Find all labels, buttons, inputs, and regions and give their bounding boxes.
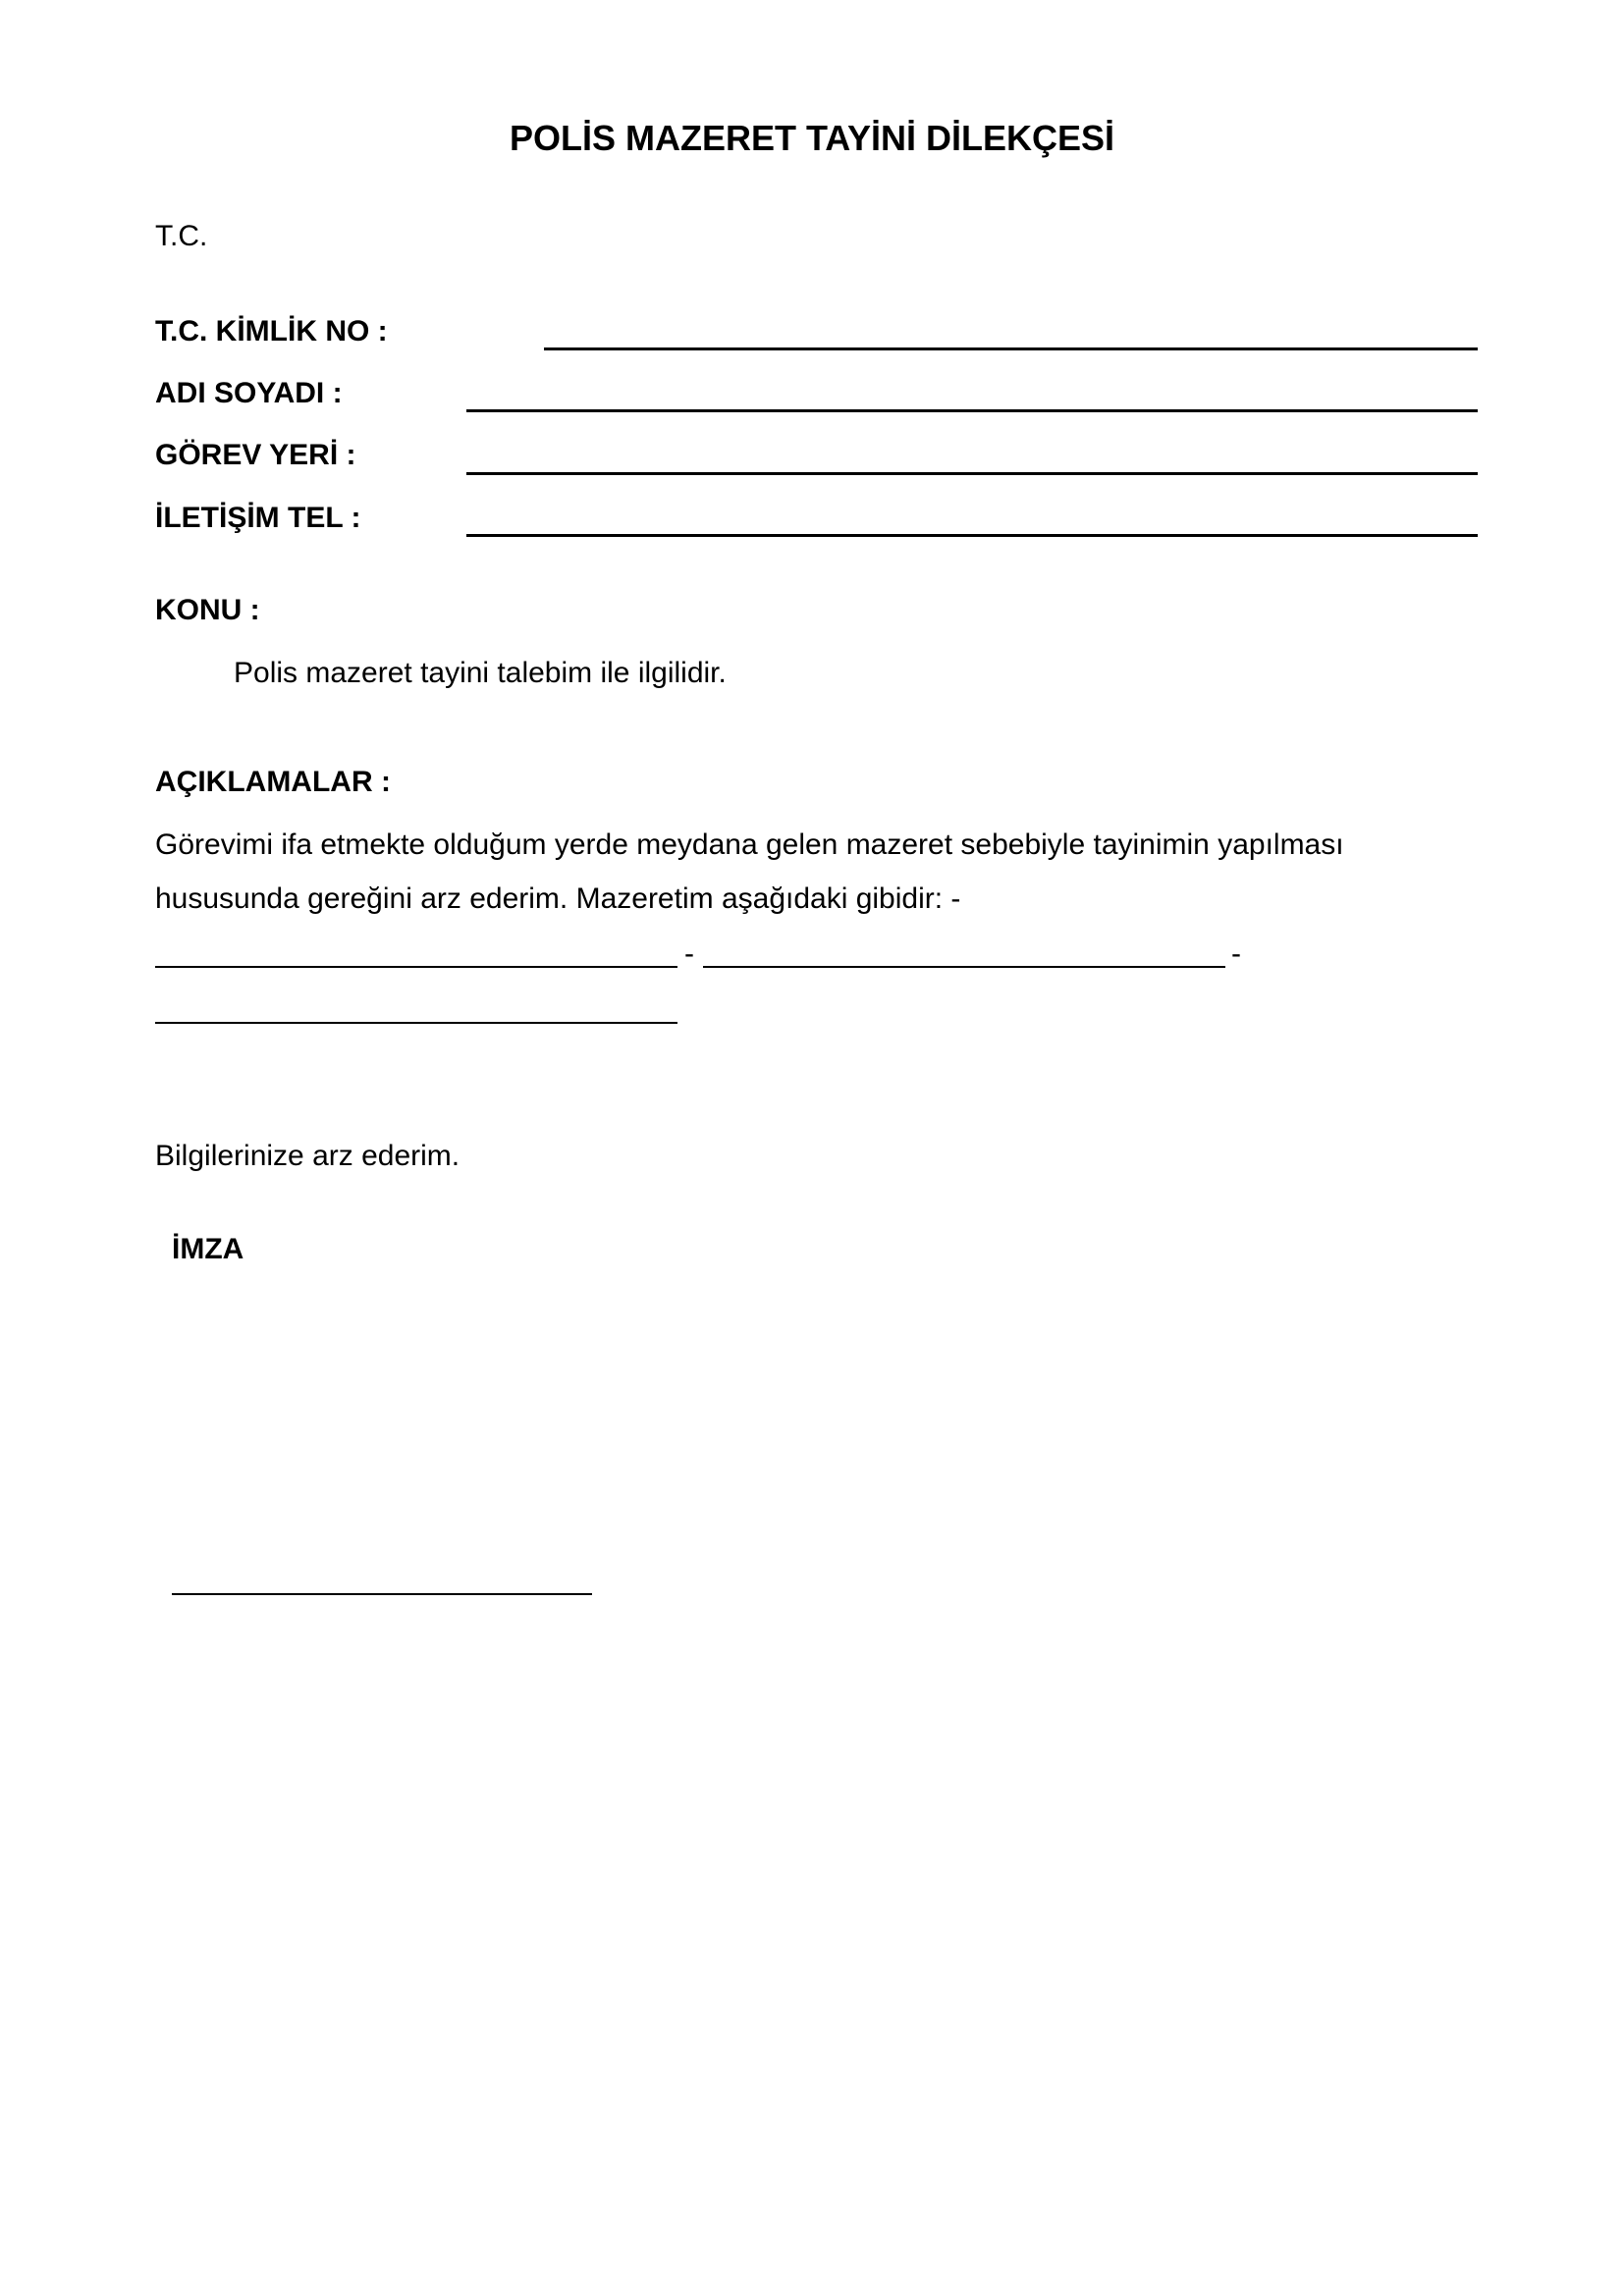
signature-line[interactable] bbox=[172, 1593, 592, 1595]
excuse-separator-2: - bbox=[1231, 937, 1241, 970]
explanations-line-2: hususunda gereğini arz ederim. Mazeretim aşağıdaki gibidir: - bbox=[155, 882, 961, 915]
addressee: T.C. bbox=[155, 220, 208, 252]
iletisim-tel-field[interactable] bbox=[466, 534, 1478, 537]
tc-kimlik-label: T.C. KİMLİK NO : bbox=[155, 315, 388, 347]
tc-kimlik-field[interactable] bbox=[544, 347, 1478, 350]
explanations-line-1: Görevimi ifa etmekte olduğum yerde meydana gelen mazeret sebebiyle tayinimin yapılması bbox=[155, 828, 1344, 861]
subject-label: KONU : bbox=[155, 594, 260, 626]
excuse-blank-3[interactable] bbox=[155, 1022, 677, 1024]
iletisim-tel-label: İLETİŞİM TEL : bbox=[155, 502, 361, 534]
explanations-label: AÇIKLAMALAR : bbox=[155, 766, 391, 798]
adi-soyadi-field[interactable] bbox=[466, 409, 1478, 412]
closing-text: Bilgilerinize arz ederim. bbox=[155, 1140, 460, 1172]
gorev-yeri-label: GÖREV YERİ : bbox=[155, 439, 356, 471]
subject-text: Polis mazeret tayini talebim ile ilgilidir. bbox=[234, 657, 727, 689]
adi-soyadi-label: ADI SOYADI : bbox=[155, 377, 343, 409]
signature-label: İMZA bbox=[172, 1233, 244, 1265]
gorev-yeri-field[interactable] bbox=[466, 472, 1478, 475]
excuse-blank-2[interactable] bbox=[703, 966, 1225, 968]
excuse-blank-1[interactable] bbox=[155, 966, 677, 968]
document-title: POLİS MAZERET TAYİNİ DİLEKÇESİ bbox=[509, 118, 1115, 158]
excuse-separator-1: - bbox=[684, 937, 694, 970]
